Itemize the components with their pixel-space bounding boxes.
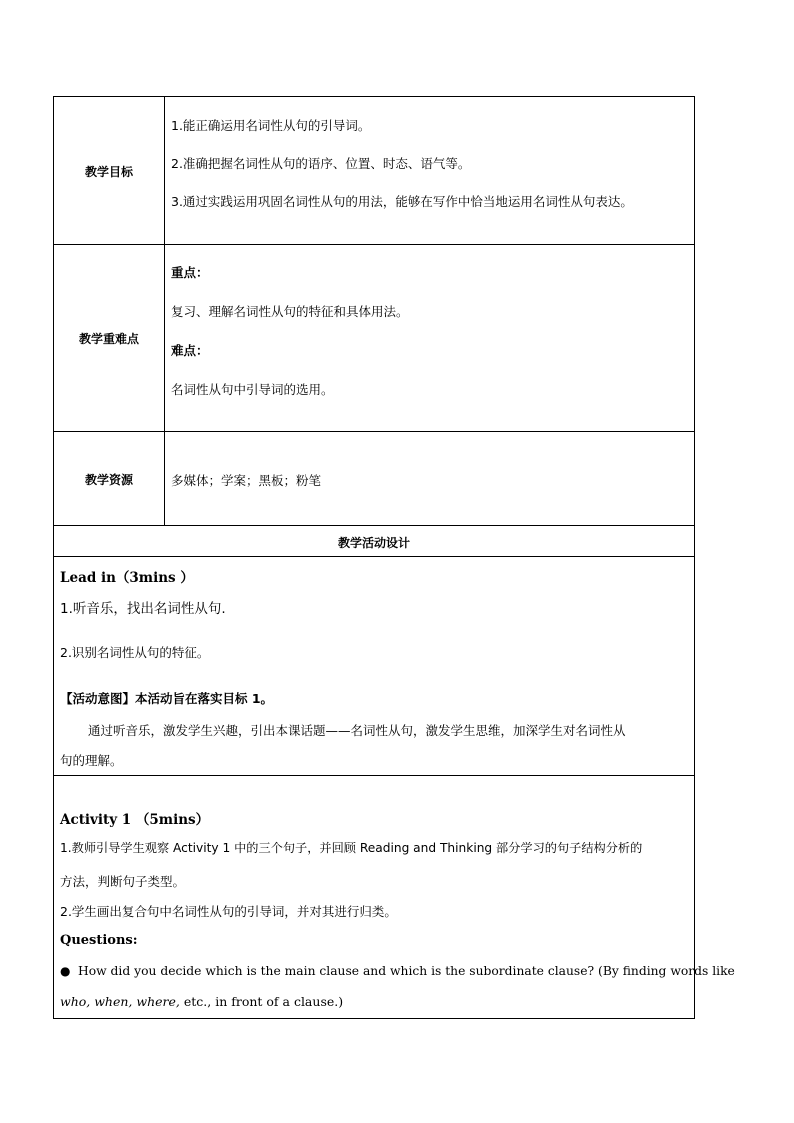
lead-in-intent: 【活动意图】本活动旨在落实目标 1。 — [60, 691, 274, 706]
focus-text: 复习、理解名词性从句的特征和具体用法。 — [171, 304, 409, 319]
key-points-label: 教学重难点 — [78, 332, 139, 346]
row-divider — [54, 431, 694, 432]
difficulty-text: 名词性从句中引导词的选用。 — [171, 382, 334, 397]
resources-text: 多媒体；学案；黑板；粉笔 — [171, 473, 322, 488]
activity-1-step-2: 2.学生画出复合句中名词性从句的引导词，并对其进行归类。 — [60, 904, 397, 919]
lead-in-step-2: 2.识别名词性从句的特征。 — [60, 645, 210, 660]
activity-1-step-1-line-1: 1.教师引导学生观察 Activity 1 中的三个句子，并回顾 Reading and Thinking 部分学习的句子结构分析的 — [60, 841, 643, 855]
lead-in-paragraph-line-2: 句的理解。 — [60, 753, 123, 768]
lead-in-paragraph-line-1: 通过听音乐，激发学生兴趣，引出本课话题——名词性从句，激发学生思维，加深学生对名词性从 — [88, 723, 626, 738]
question-1-line-2 — [60, 994, 343, 1009]
difficulty-title: 难点： — [171, 343, 209, 358]
objective-1: 1.能正确运用名词性从句的引导词。 — [171, 118, 371, 133]
design-title: 教学活动设计 — [337, 536, 410, 550]
row-divider — [54, 775, 694, 776]
activity-1-step-1-line-2: 方法，判断句子类型。 — [60, 874, 186, 889]
questions-title: Questions: — [60, 933, 138, 948]
row-divider — [54, 556, 694, 557]
question-1-words: who, when, where, — [60, 994, 180, 1009]
resources-label: 教学资源 — [84, 473, 133, 487]
question-1-line-1: How did you decide which is the main clause and which is the subordinate clause? (By finding words like — [78, 964, 735, 978]
objective-2: 2.准确把握名词性从句的语序、位置、时态、语气等。 — [171, 156, 471, 171]
activity-1-title: Activity 1 （5mins） — [60, 812, 210, 828]
row-divider — [54, 244, 694, 245]
lead-in-step-1: 1.听音乐，找出名词性从句. — [60, 601, 226, 617]
focus-title: 重点： — [171, 265, 209, 280]
row-divider — [54, 525, 694, 526]
bullet-icon: ● — [60, 964, 71, 978]
question-1-rest: etc., in front of a clause.) — [179, 994, 344, 1009]
lead-in-title: Lead in（3mins ） — [60, 570, 194, 586]
lesson-plan-table — [53, 96, 735, 1019]
column-divider — [164, 97, 165, 525]
objectives-label: 教学目标 — [84, 165, 133, 179]
objective-3: 3.通过实践运用巩固名词性从句的用法，能够在写作中恰当地运用名词性从句表达。 — [171, 194, 633, 209]
